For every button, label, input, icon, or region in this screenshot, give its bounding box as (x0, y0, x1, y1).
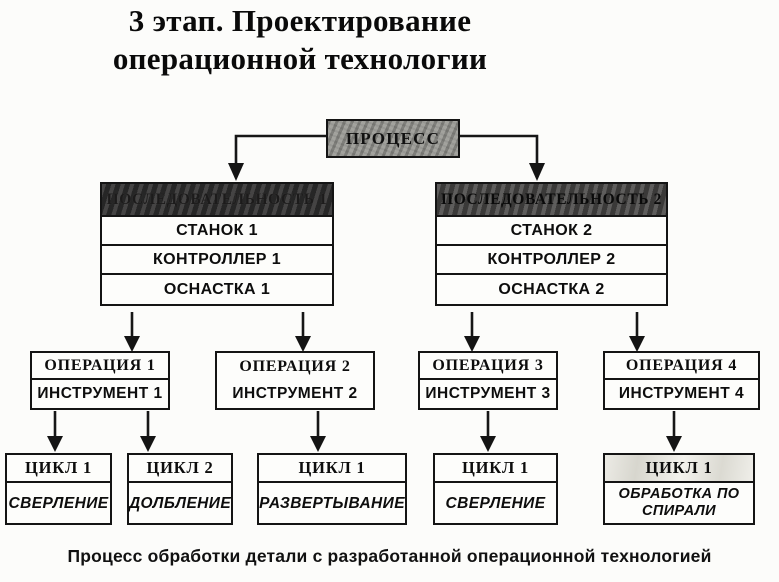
operation-3-tool: ИНСТРУМЕНТ 3 (425, 385, 551, 402)
cycle-2-method: ДОЛБЛЕНИЕ (128, 494, 232, 512)
node-cycle-2 (127, 453, 233, 525)
operation-1-label: ОПЕРАЦИЯ 1 (32, 353, 168, 380)
node-sequence-2 (435, 182, 668, 306)
cycle-5-label: ЦИКЛ 1 (605, 455, 753, 483)
title-line-1: 3 этап. Проектирование (128, 3, 472, 38)
node-cycle-3 (257, 453, 407, 525)
operation-2-tool: ИНСТРУМЕНТ 2 (232, 385, 358, 402)
sequence-2-controller: КОНТРОЛЛЕР 2 (437, 246, 666, 275)
process-label: ПРОЦЕСС (345, 128, 441, 148)
operation-2-label: ОПЕРАЦИЯ 2 (239, 357, 351, 375)
cycle-4-label: ЦИКЛ 1 (435, 455, 556, 483)
node-cycle-4 (433, 453, 558, 525)
cycle-5-method: ОБРАБОТКА ПО СПИРАЛИ (618, 486, 740, 519)
node-process (326, 119, 460, 158)
node-operation-1 (30, 351, 170, 410)
node-cycle-5 (603, 453, 755, 525)
cycle-1-label: ЦИКЛ 1 (7, 455, 110, 483)
cycle-3-label: ЦИКЛ 1 (259, 455, 405, 483)
sequence-2-machine: СТАНОК 2 (437, 217, 666, 246)
cycle-4-method: СВЕРЛЕНИЕ (445, 494, 546, 512)
node-operation-3 (418, 351, 558, 410)
operation-4-tool: ИНСТРУМЕНТ 4 (618, 385, 745, 402)
sequence-2-tooling: ОСНАСТКА 2 (437, 275, 666, 304)
diagram-caption: Процесс обработки детали с разработанной операционной технологией (67, 546, 712, 566)
cycle-2-label: ЦИКЛ 2 (129, 455, 231, 483)
sequence-2-header: ПОСЛЕДОВАТЕЛЬНОСТЬ 2 (437, 184, 666, 217)
cycle-1-method: СВЕРЛЕНИЕ (8, 494, 109, 512)
operation-1-tool: ИНСТРУМЕНТ 1 (37, 385, 163, 402)
node-operation-4 (603, 351, 760, 410)
page-title (88, 2, 512, 78)
node-operation-2 (215, 351, 375, 410)
sequence-1-tooling: ОСНАСТКА 1 (102, 275, 332, 304)
sequence-1-controller: КОНТРОЛЛЕР 1 (102, 246, 332, 275)
cycle-3-method: РАЗВЕРТЫВАНИЕ (259, 494, 405, 512)
node-cycle-1 (5, 453, 112, 525)
operation-3-label: ОПЕРАЦИЯ 3 (420, 353, 556, 380)
sequence-1-header: ПОСЛЕДОВАТЕЛЬНОСТЬ 1 (102, 184, 332, 217)
sequence-1-machine: СТАНОК 1 (102, 217, 332, 246)
title-line-2: операционной технологии (112, 41, 488, 76)
node-sequence-1 (100, 182, 334, 306)
operation-4-label: ОПЕРАЦИЯ 4 (605, 353, 758, 380)
